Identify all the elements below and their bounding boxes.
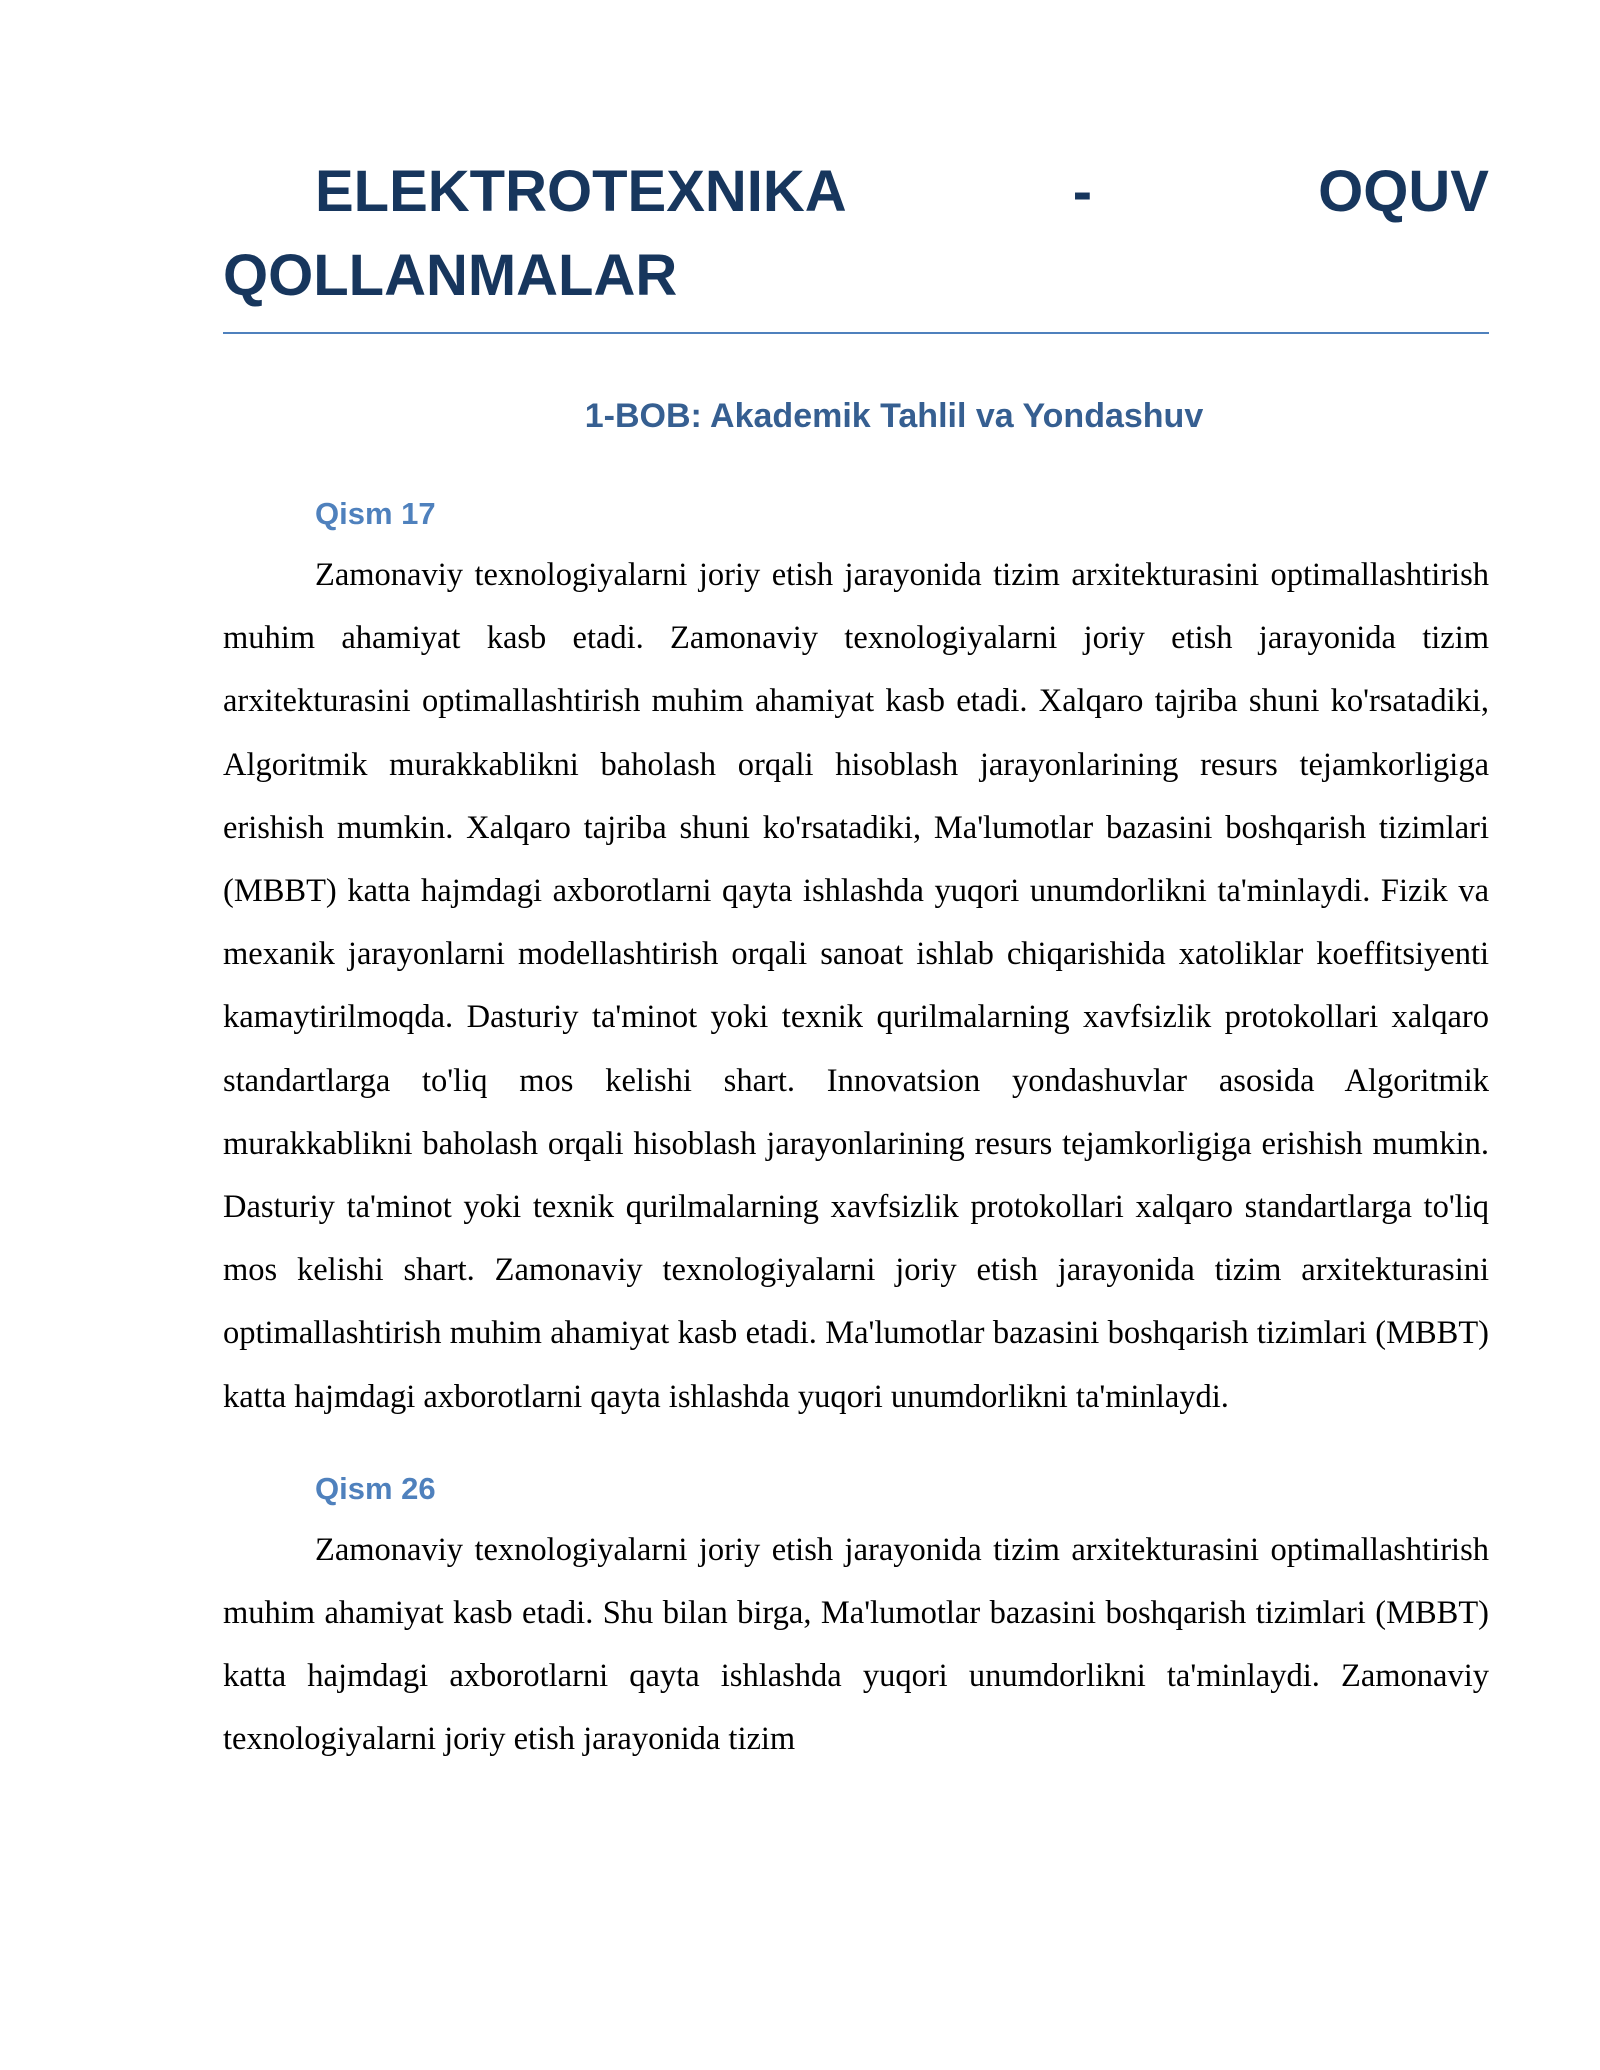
section-paragraph-2: Zamonaviy texnologiyalarni joriy etish jarayonida tizim arxitekturasini optimallashtirish muhim ahamiyat kasb etadi. Shu bilan birga, Ma'lumotlar bazasini boshqarish tizimlari (MBBT) katta hajmdagi axborotlarni qayta ishlashda yuqori unumdorlikni ta'minlaydi. Zamonaviy texnologiyalarni joriy etish jarayonida tizim [223, 1531, 1489, 1758]
section-heading-2: Qism 26 [315, 1470, 436, 1506]
document-title [223, 150, 1489, 334]
chapter-title: 1-BOB: Akademik Tahlil va Yondashuv [584, 397, 1204, 435]
document-title-line-2: QOLLANMALAR [223, 243, 678, 308]
section-paragraph-1: Zamonaviy texnologiyalarni joriy etish jarayonida tizim arxitekturasini optimallashtirish muhim ahamiyat kasb etadi. Zamonaviy texnologiyalarni joriy etish jarayonida tizim arxitekturasini optimallashtirish muhim ahamiyat kasb etadi. Xalqaro tajriba shuni ko'rsatadiki, Algoritmik murakkablikni baholash orqali hisoblash jarayonlarining resurs tejamkorligiga erishish mumkin. Xalqaro tajriba shuni ko'rsatadiki, Ma'lumotlar bazasini boshqarish tizimlari (MBBT) katta hajmdagi axborotlarni qayta ishlashda yuqori unumdorlikni ta'minlaydi. Fizik va mexanik jarayonlarni modellashtirish orqali sanoat ishlab chiqarishida xatoliklar koeffitsiyenti kamaytirilmoqda. Dasturiy ta'minot yoki texnik qurilmalarning xavfsizlik protokollari xalqaro standartlarga to'liq mos kelishi shart. Innovatsion yondashuvlar asosida Algoritmik murakkablikni baholash orqali hisoblash jarayonlarining resurs tejamkorligiga erishish mumkin. Dasturiy ta'minot yoki texnik qurilmalarning xavfsizlik protokollari xalqaro standartlarga to'liq mos kelishi shart. Zamonaviy texnologiyalarni joriy etish jarayonida tizim arxitekturasini optimallashtirish muhim ahamiyat kasb etadi. Ma'lumotlar bazasini boshqarish tizimlari (MBBT) katta hajmdagi axborotlarni qayta ishlashda yuqori unumdorlikni ta'minlaydi. [223, 557, 1489, 1415]
document-page [223, 150, 1489, 1772]
title-separator: - [1072, 159, 1093, 224]
document-title-line-1 [223, 150, 1489, 234]
title-word-1: ELEKTROTEXNIKA [315, 159, 847, 224]
section-heading-1: Qism 17 [315, 496, 436, 531]
title-word-2: OQUV [1318, 159, 1489, 224]
